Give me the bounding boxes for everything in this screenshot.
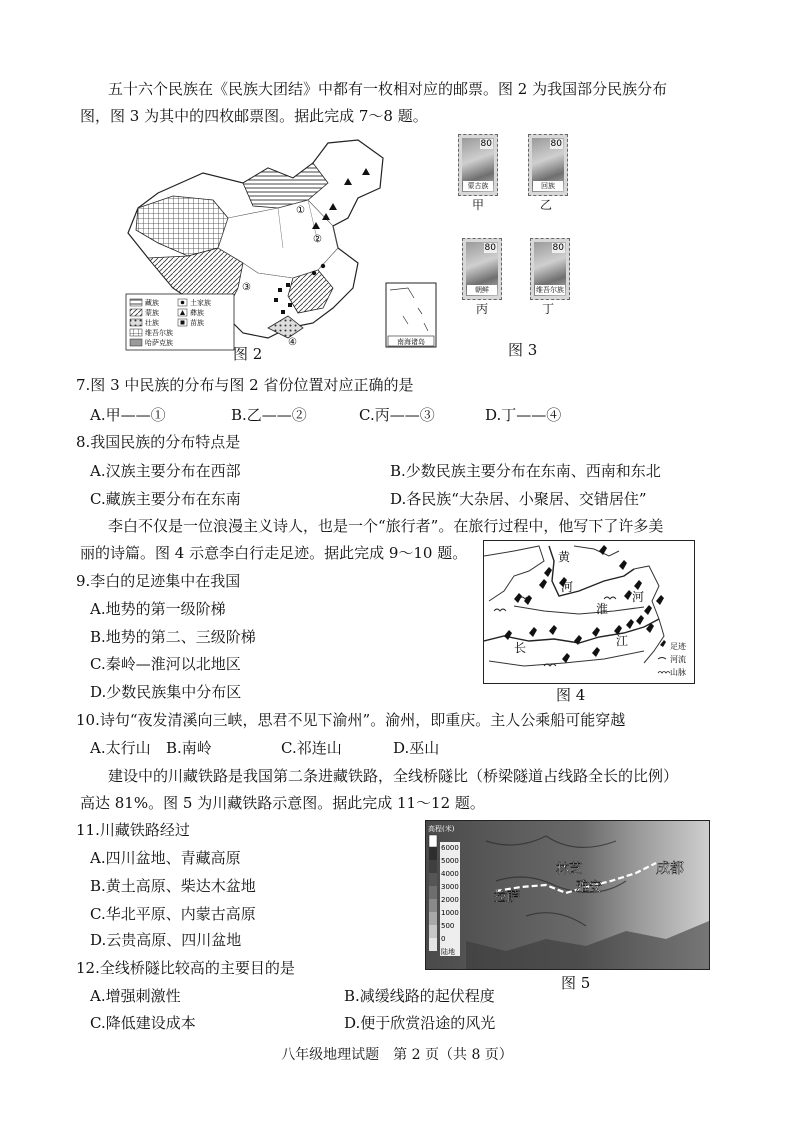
sichuan-tibet-railway-map: [426, 821, 709, 969]
elev-tick-6000: 6000: [441, 844, 459, 852]
elev-tick-0: 0: [441, 935, 446, 943]
map-label-huai: 淮: [596, 602, 609, 616]
q10-option-b: B.南岭: [166, 739, 212, 757]
q11-option-d: D.云贵高原、四川盆地: [90, 931, 242, 949]
q12-option-c: C.降低建设成本: [90, 1014, 196, 1032]
figure-2-map: [118, 138, 443, 363]
figure-5-map: [425, 820, 710, 970]
intro3-line1: 建设中的川藏铁路是我国第二条进藏铁路，全线桥隧比（桥梁隧道占线路全长的比例）: [108, 767, 679, 785]
figure-3-caption: 图 3: [508, 341, 538, 359]
intro3-line2: 高达 81%。图 5 为川藏铁路示意图。据此完成 11～12 题。: [80, 794, 485, 812]
map-legend: [126, 294, 234, 350]
intro2-line1: 李白不仅是一位浪漫主义诗人，也是一个“旅行者”。在旅行过程中，他写下了许多美: [108, 517, 664, 535]
stamp-ding: [530, 238, 570, 300]
q9-stem: 9.李白的足迹集中在我国: [76, 572, 241, 590]
map-label-chang: 长: [514, 641, 527, 655]
place-lhasa: 拉萨: [494, 890, 521, 905]
china-ethnic-map: [118, 138, 443, 363]
place-linzhi: 林芝: [556, 862, 583, 877]
q8-option-b: B.少数民族主要分布在东南、西南和东北: [390, 462, 661, 480]
stamp-ding-tag: 维吾尔族: [536, 286, 564, 294]
q9-option-d: D.少数民族集中分布区: [90, 683, 242, 701]
legend-6: 苗族: [190, 319, 204, 327]
stamp-bing-tag: 朝鲜: [467, 285, 497, 295]
legend-1: 藏族: [145, 299, 159, 307]
elev-tick-500: 500: [441, 922, 455, 930]
fig4-legend-footprint: 足迹: [670, 642, 686, 651]
q10-option-c: C.祁连山: [281, 739, 342, 757]
marker-4: ④: [288, 337, 297, 348]
libai-footprint-map: [484, 541, 694, 683]
q10-option-d: D.巫山: [393, 739, 440, 757]
q7-option-d: D.丁——④: [485, 406, 562, 424]
q11-stem: 11.川藏铁路经过: [76, 821, 190, 839]
elevation-legend: [428, 824, 460, 956]
q9-option-c: C.秦岭—淮河以北地区: [90, 655, 241, 673]
elev-bottom: 陆地: [441, 948, 455, 956]
q7-option-c: C.丙——③: [359, 406, 435, 424]
page-footer: 八年级地理试题 第 2 页（共 8 页）: [281, 1047, 513, 1063]
elev-tick-5000: 5000: [441, 857, 459, 865]
q7-stem: 7.图 3 中民族的分布与图 2 省份位置对应正确的是: [76, 376, 414, 394]
q8-option-d: D.各民族“大杂居、小聚居、交错居住”: [390, 490, 647, 508]
q12-option-a: A.增强刺激性: [90, 987, 181, 1005]
intro1-line2: 图，图 3 为其中的四枚邮票图。据此完成 7～8 题。: [80, 107, 428, 125]
legend-5: 壮族: [145, 319, 159, 327]
legend-2: 土家族: [190, 299, 211, 307]
elev-tick-1000: 1000: [441, 909, 459, 917]
q12-option-b: B.减缓线路的起伏程度: [344, 987, 495, 1005]
inset-label: 南海诸岛: [397, 338, 425, 346]
stamp-yi-label: 乙: [540, 198, 553, 212]
legend-8: 哈萨克族: [145, 339, 173, 347]
stamp-ding-label: 丁: [542, 302, 555, 316]
legend-4: 彝族: [190, 309, 204, 317]
south-china-sea-inset: [386, 283, 436, 347]
stamp-jia: [458, 134, 498, 196]
q11-option-a: A.四川盆地、青藏高原: [90, 849, 241, 867]
stamp-yi-value: 80: [550, 139, 562, 149]
elev-tick-3000: 3000: [441, 883, 459, 891]
map-label-huang: 黄: [558, 550, 571, 564]
figure-5-caption: 图 5: [561, 974, 591, 992]
fig4-legend: [658, 640, 687, 677]
q9-option-a: A.地势的第一级阶梯: [90, 600, 226, 618]
q12-stem: 12.全线桥隧比较高的主要目的是: [76, 959, 295, 977]
intro1-line1: 五十六个民族在《民族大团结》中都有一枚相对应的邮票。图 2 为我国部分民族分布: [108, 80, 668, 98]
figure-2-caption: 图 2: [233, 345, 263, 363]
q8-option-c: C.藏族主要分布在东南: [90, 490, 241, 508]
q8-stem: 8.我国民族的分布特点是: [76, 433, 241, 451]
fig4-legend-mountain: 山脉: [670, 668, 686, 677]
marker-1: ①: [296, 205, 305, 216]
map-label-he1: 河: [561, 580, 574, 594]
q11-option-b: B.黄土高原、柴达木盆地: [90, 877, 256, 895]
stamp-jia-tag: 蒙古族: [463, 181, 493, 191]
figure-3-stamps: [452, 132, 602, 360]
elev-tick-4000: 4000: [441, 870, 459, 878]
q10-option-a: A.太行山: [90, 739, 151, 757]
marker-2: ②: [313, 234, 322, 245]
stamp-jia-value: 80: [480, 139, 492, 149]
intro2-line2: 丽的诗篇。图 4 示意李白行走足迹。据此完成 9～10 题。: [80, 544, 468, 562]
q7-option-b: B.乙——②: [231, 406, 307, 424]
stamp-bing-value: 80: [484, 243, 496, 253]
place-chengdu: 成都: [656, 861, 684, 877]
q11-option-c: C.华北平原、内蒙古高原: [90, 905, 256, 923]
figure-4-map: [483, 540, 695, 684]
marker-3: ③: [242, 282, 251, 293]
q12-option-d: D.便于欣赏沿途的风光: [344, 1014, 496, 1032]
legend-7: 维吾尔族: [145, 329, 173, 337]
q8-option-a: A.汉族主要分布在西部: [90, 462, 241, 480]
q10-stem: 10.诗句“夜发清溪向三峡，思君不见下渝州”。渝州，即重庆。主人公乘船可能穿越: [76, 711, 626, 729]
stamp-jia-label: 甲: [472, 198, 485, 212]
fig4-legend-river: 河流: [670, 655, 686, 664]
q9-option-b: B.地势的第二、三级阶梯: [90, 628, 256, 646]
footprint-markers: [504, 545, 664, 663]
map-label-jiang: 江: [616, 634, 629, 648]
figure-4-caption: 图 4: [556, 686, 586, 704]
elev-title: 高程(米): [428, 825, 455, 833]
place-yaan: 雅安: [576, 880, 603, 895]
q7-option-a: A.甲——①: [90, 406, 166, 424]
map-label-he2: 河: [632, 590, 645, 604]
stamp-yi-tag: 回族: [533, 181, 563, 191]
stamp-yi: [528, 134, 568, 196]
elev-tick-2000: 2000: [441, 896, 459, 904]
stamp-ding-value: 80: [552, 243, 564, 253]
legend-3: 蒙族: [145, 309, 159, 317]
stamp-bing-label: 丙: [476, 302, 489, 316]
stamp-bing: [462, 238, 502, 300]
